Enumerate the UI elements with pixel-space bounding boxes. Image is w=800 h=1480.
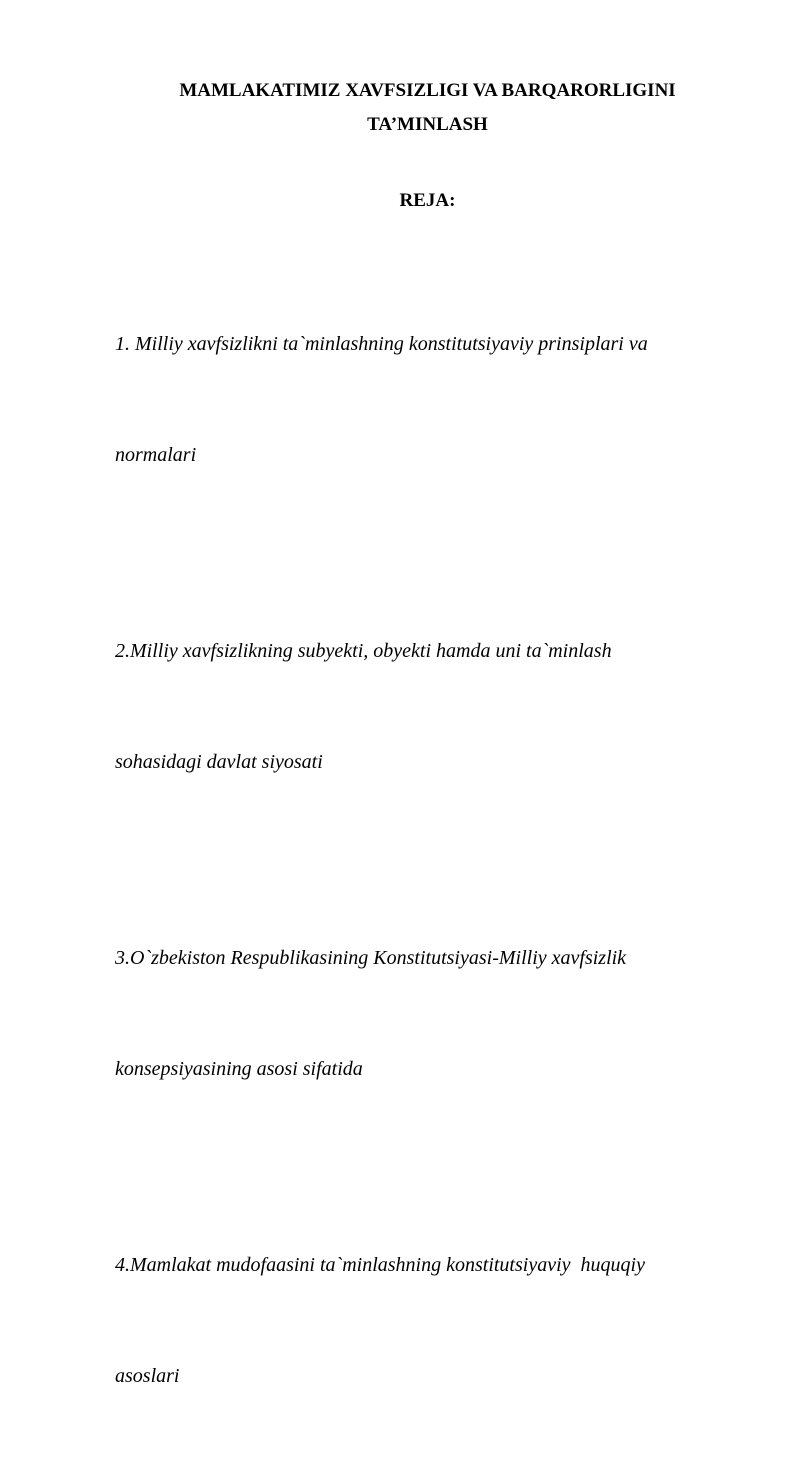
plan-item-line: normalari [115, 444, 197, 466]
plan-list [115, 252, 715, 1480]
plan-item [115, 1173, 715, 1469]
plan-item [115, 252, 715, 548]
plan-item [115, 559, 715, 855]
document-title [115, 74, 740, 142]
plan-item-line: 3.O`zbekiston Respublikasining Konstitutsiyasi-Milliy xavfsizlik [115, 947, 627, 969]
plan-item-line: 4.Mamlakat mudofaasini ta`minlashning konstitutsiyaviy huquqiy [115, 1254, 645, 1276]
plan-item-line: konsepsiyasining asosi sifatida [115, 1058, 363, 1080]
plan-item [115, 866, 715, 1162]
plan-item-line: asoslari [115, 1365, 180, 1387]
document-title-line: TA’MINLASH [367, 114, 488, 135]
document-title-line: MAMLAKATIMIZ XAVFSIZLIGI VA BARQARORLIGINI [179, 80, 676, 101]
plan-item-line: 2.Milliy xavfsizlikning subyekti, obyekti hamda uni ta`minlash [115, 640, 612, 662]
plan-heading: REJA: [399, 190, 456, 211]
plan-item-line: sohasidagi davlat siyosati [115, 751, 323, 773]
plan-item-line: 1. Milliy xavfsizlikni ta`minlashning konstitutsiyaviy prinsiplari va [115, 333, 648, 355]
